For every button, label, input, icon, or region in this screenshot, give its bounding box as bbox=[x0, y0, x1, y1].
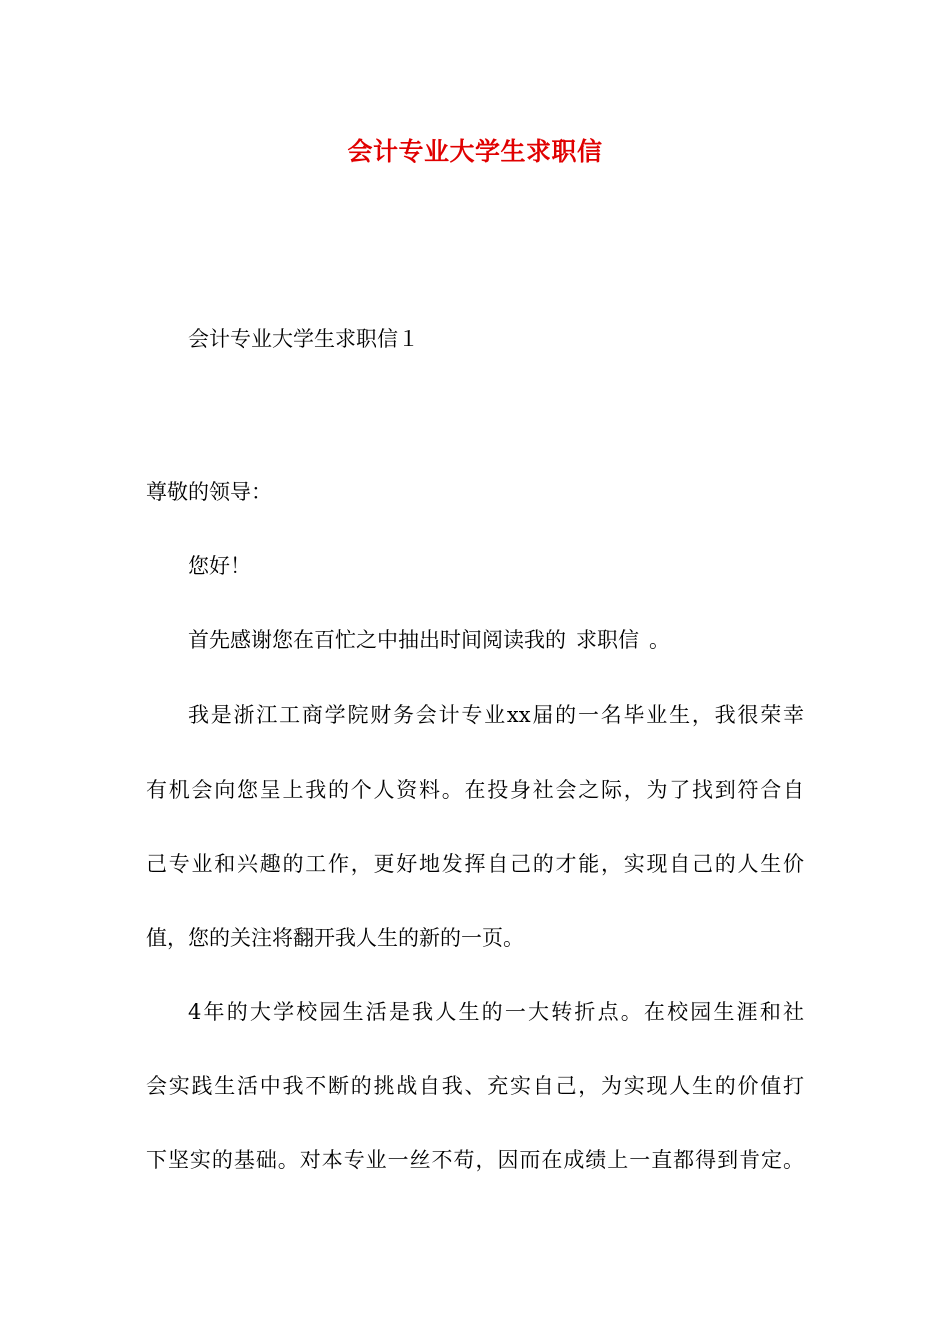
paragraph-2-line-3: 己专业和兴趣的工作，更好地发挥自己的才能，实现自己的人生价 bbox=[146, 852, 804, 876]
paragraph-1-text-b: 求职信 bbox=[576, 628, 639, 652]
paragraph-2-line-2: 有机会向您呈上我的个人资料。在投身社会之际，为了找到符合自 bbox=[146, 778, 804, 802]
document-title: 会计专业大学生求职信 bbox=[347, 137, 603, 166]
paragraph-2-line-1: 我是浙江工商学院财务会计专业xx届的一名毕业生，我很荣幸 bbox=[188, 703, 804, 727]
paragraph-3-line-2: 会实践生活中我不断的挑战自我、充实自己，为实现人生的价值打 bbox=[146, 1074, 804, 1098]
paragraph-2-line-4: 值，您的关注将翻开我人生的新的一页。 bbox=[146, 926, 524, 950]
paragraph-3-line-1: 4年的大学校园生活是我人生的一大转折点。在校园生涯和社 bbox=[188, 1000, 804, 1024]
paragraph-3-line-3: 下坚实的基础。对本专业一丝不苟，因而在成绩上一直都得到肯定。 bbox=[146, 1148, 804, 1172]
paragraph-1 bbox=[188, 625, 670, 655]
letter-heading: 会计专业大学生求职信１ bbox=[188, 327, 419, 351]
paragraph-1-text-c: 。 bbox=[649, 628, 670, 652]
greeting: 您好！ bbox=[188, 554, 251, 578]
salutation: 尊敬的领导： bbox=[146, 480, 272, 504]
paragraph-1-text-a: 首先感谢您在百忙之中抽出时间阅读我的 bbox=[188, 628, 566, 652]
